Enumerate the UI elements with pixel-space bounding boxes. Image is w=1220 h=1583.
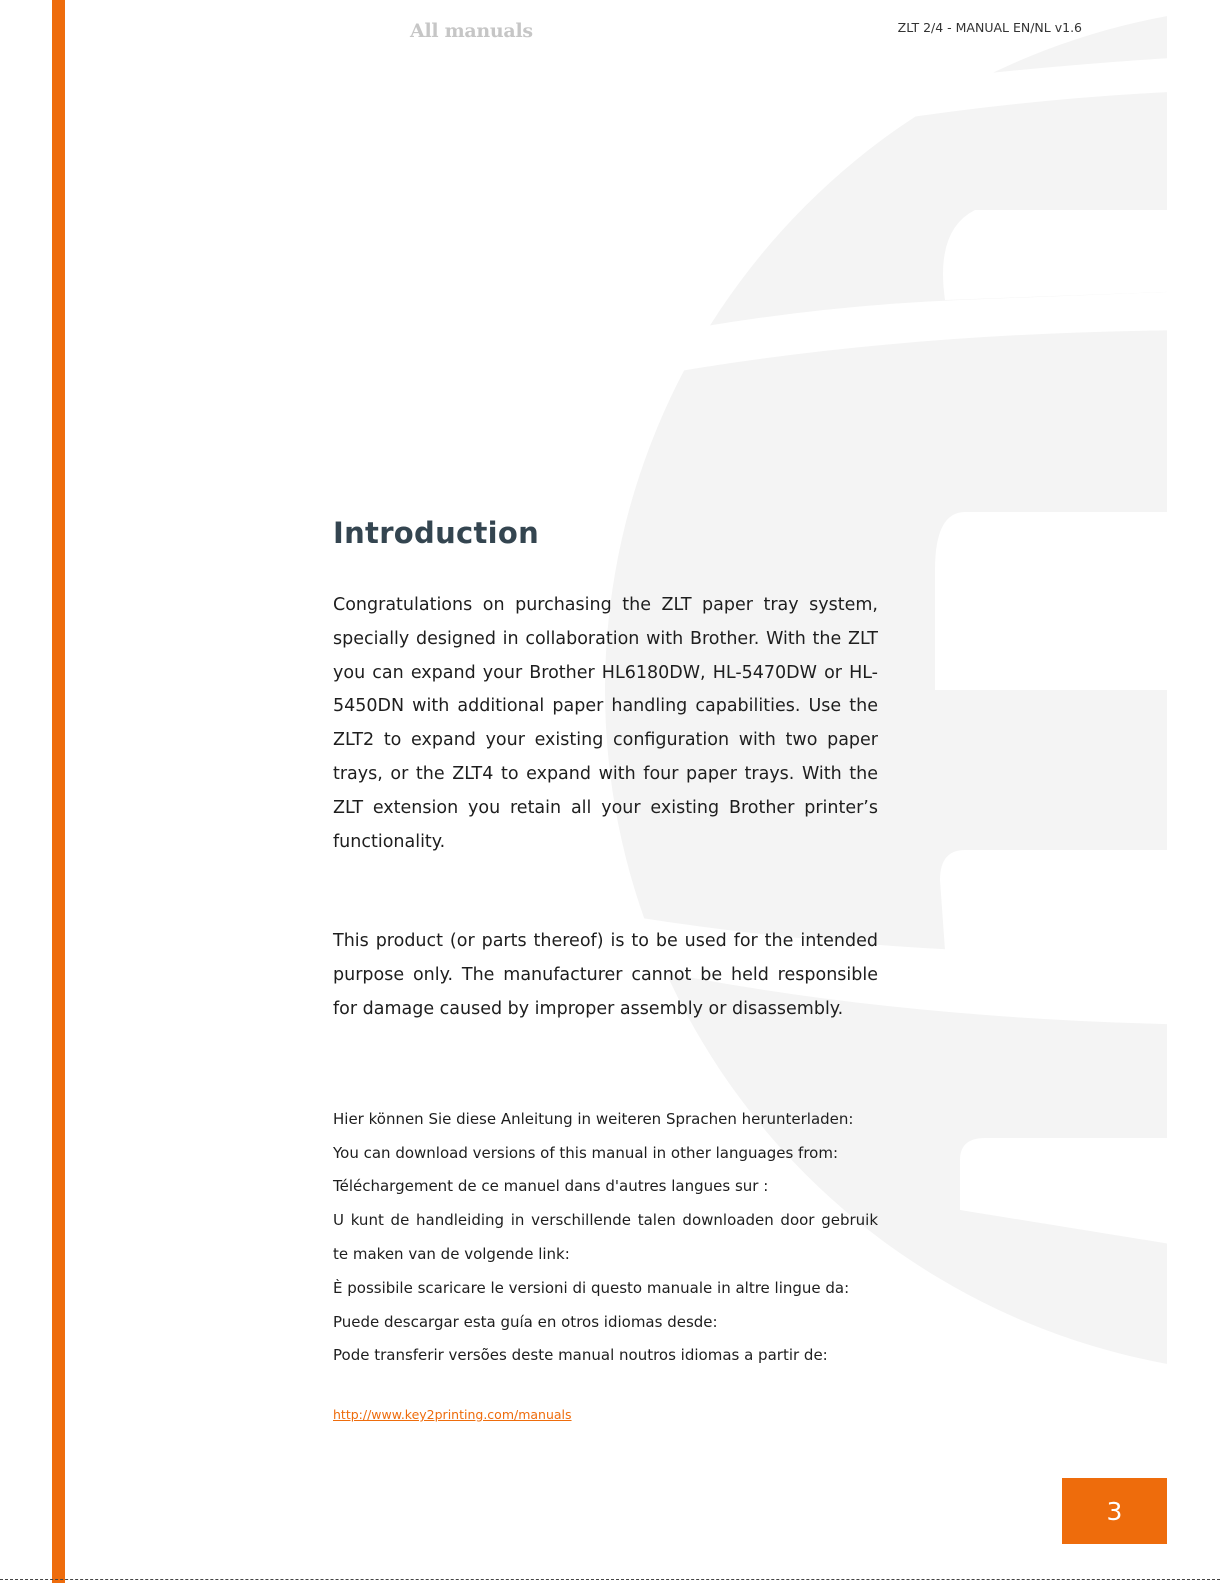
page-number: 3 xyxy=(1106,1496,1123,1526)
language-line-pt: Pode transferir versões deste manual noutros idiomas a partir de: xyxy=(333,1346,828,1365)
document-code: ZLT 2/4 - MANUAL EN/NL v1.6 xyxy=(897,20,1082,35)
page-number-badge xyxy=(1062,1478,1167,1544)
bottom-divider xyxy=(0,1579,1220,1580)
language-line-it: È possibile scaricare le versioni di questo manuale in altre lingue da: xyxy=(333,1278,850,1297)
language-line-es: Puede descargar esta guía en otros idiomas desde: xyxy=(333,1312,718,1331)
language-line-en: You can download versions of this manual in other languages from: xyxy=(333,1143,839,1162)
manuals-link[interactable]: http://www.key2printing.com/manuals xyxy=(333,1407,572,1423)
language-line-nl: U kunt de handleiding in verschillende talen downloaden door gebruik te maken van de volgende link: xyxy=(333,1211,878,1263)
page-title: Introduction xyxy=(333,516,540,550)
disclaimer-paragraph: This product (or parts thereof) is to be used for the intended purpose only. The manufacturer cannot be held responsible for damage caused by improper assembly or disassembly. xyxy=(333,931,878,1019)
intro-paragraph: Congratulations on purchasing the ZLT paper tray system, specially designed in collaboration with Brother. With the ZLT you can expand your Brother HL6180DW, HL-5470DW or HL-5450DN with additional paper handling capabilities. Use the ZLT2 to expand your existing configuration with two paper trays, or the ZLT4 to expand with four paper trays. With the ZLT extension you retain all your existing Brother printer’s functionality. xyxy=(333,595,878,852)
language-line-fr: Téléchargement de ce manuel dans d'autres langues sur : xyxy=(333,1177,769,1196)
language-line-de: Hier können Sie diese Anleitung in weiteren Sprachen herunterladen: xyxy=(333,1109,854,1128)
brand-watermark-text: All manuals xyxy=(410,20,533,42)
main-content xyxy=(333,516,878,1422)
language-download-list xyxy=(333,1103,878,1373)
